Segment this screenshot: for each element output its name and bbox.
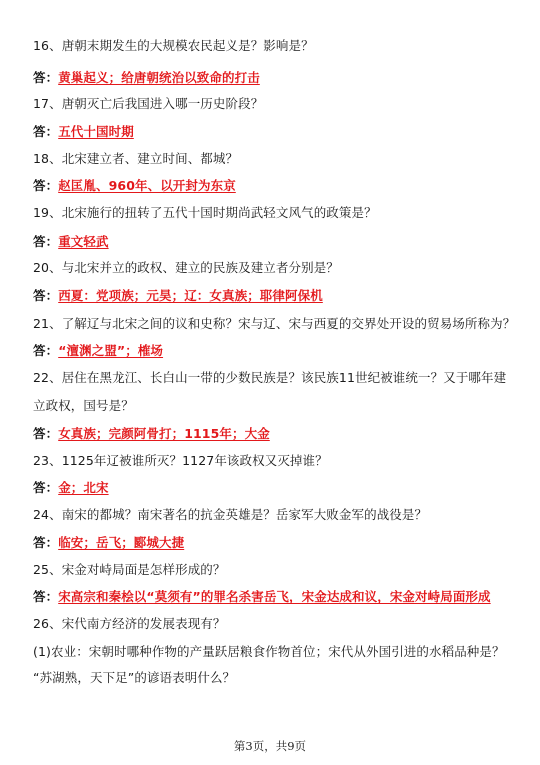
question-22-line1: 22、居住在黑龙江、长白山一带的少数民族是？该民族11世纪被谁统一？又于哪年建 — [33, 370, 507, 385]
answer-label: 答： — [33, 70, 59, 85]
answer-label: 答： — [33, 178, 59, 193]
answer-25 — [33, 589, 515, 605]
question-16: 16、唐朝末期发生的大规模农民起义是？影响是？ — [33, 38, 314, 53]
answer-text: 赵匡胤、960年、以开封为东京 — [58, 178, 236, 193]
answer-label: 答： — [33, 288, 59, 303]
answer-18 — [33, 178, 515, 194]
sub-question-line2: “苏湖熟，天下足”的谚语表明什么？ — [33, 670, 236, 685]
answer-label: 答： — [33, 535, 59, 550]
answer-text: 黄巢起义；给唐朝统治以致命的打击 — [58, 70, 260, 85]
answer-17 — [33, 124, 515, 140]
answer-text: 金；北宋 — [58, 480, 109, 495]
question-20: 20、与北宋并立的政权、建立的民族及建立者分别是？ — [33, 260, 339, 275]
answer-text: “澶渊之盟”；榷场 — [58, 343, 164, 358]
question-23: 23、1125年辽被谁所灭？1127年该政权又灭掉谁？ — [33, 453, 328, 468]
page-footer: 第3页，共9页 — [233, 739, 307, 753]
answer-22 — [33, 426, 515, 442]
question-24: 24、南宋的都城？南宋著名的抗金英雄是？岳家军大败金军的战役是？ — [33, 507, 428, 522]
answer-24 — [33, 535, 515, 551]
answer-label: 答： — [33, 426, 59, 441]
answer-label: 答： — [33, 480, 59, 495]
answer-label: 答： — [33, 234, 59, 249]
answer-text: 西夏：党项族；元昊；辽：女真族；耶律阿保机 — [58, 288, 323, 303]
answer-20 — [33, 288, 515, 304]
answer-text: 五代十国时期 — [58, 124, 134, 139]
answer-23 — [33, 480, 515, 496]
answer-label: 答： — [33, 343, 59, 358]
answer-21 — [33, 343, 515, 359]
answer-label: 答： — [33, 124, 59, 139]
question-21: 21、了解辽与北宋之间的议和史称？宋与辽、宋与西夏的交界处开设的贸易场所称为？ — [33, 316, 516, 331]
answer-text: 临安；岳飞；郾城大捷 — [58, 535, 185, 550]
question-17: 17、唐朝灭亡后我国进入哪一历史阶段？ — [33, 96, 264, 111]
question-18: 18、北宋建立者、建立时间、都城？ — [33, 151, 239, 166]
question-26: 26、宋代南方经济的发展表现有？ — [33, 616, 226, 631]
answer-16 — [33, 70, 515, 86]
answer-label: 答： — [33, 589, 59, 604]
answer-text: 女真族；完颜阿骨打；1115年；大金 — [58, 426, 270, 441]
answer-text: 宋高宗和秦桧以“莫须有”的罪名杀害岳飞，宋金达成和议，宋金对峙局面形成 — [58, 589, 491, 604]
answer-text: 重文轻武 — [58, 234, 109, 249]
question-19: 19、北宋施行的扭转了五代十国时期尚武轻文风气的政策是？ — [33, 205, 377, 220]
answer-19 — [33, 234, 515, 250]
question-22-line2: 立政权，国号是？ — [33, 398, 134, 413]
sub-question-line1: (1)农业：宋朝时哪种作物的产量跃居粮食作物首位；宋代从外国引进的水稻品种是？ — [33, 644, 505, 659]
question-25: 25、宋金对峙局面是怎样形成的？ — [33, 562, 226, 577]
